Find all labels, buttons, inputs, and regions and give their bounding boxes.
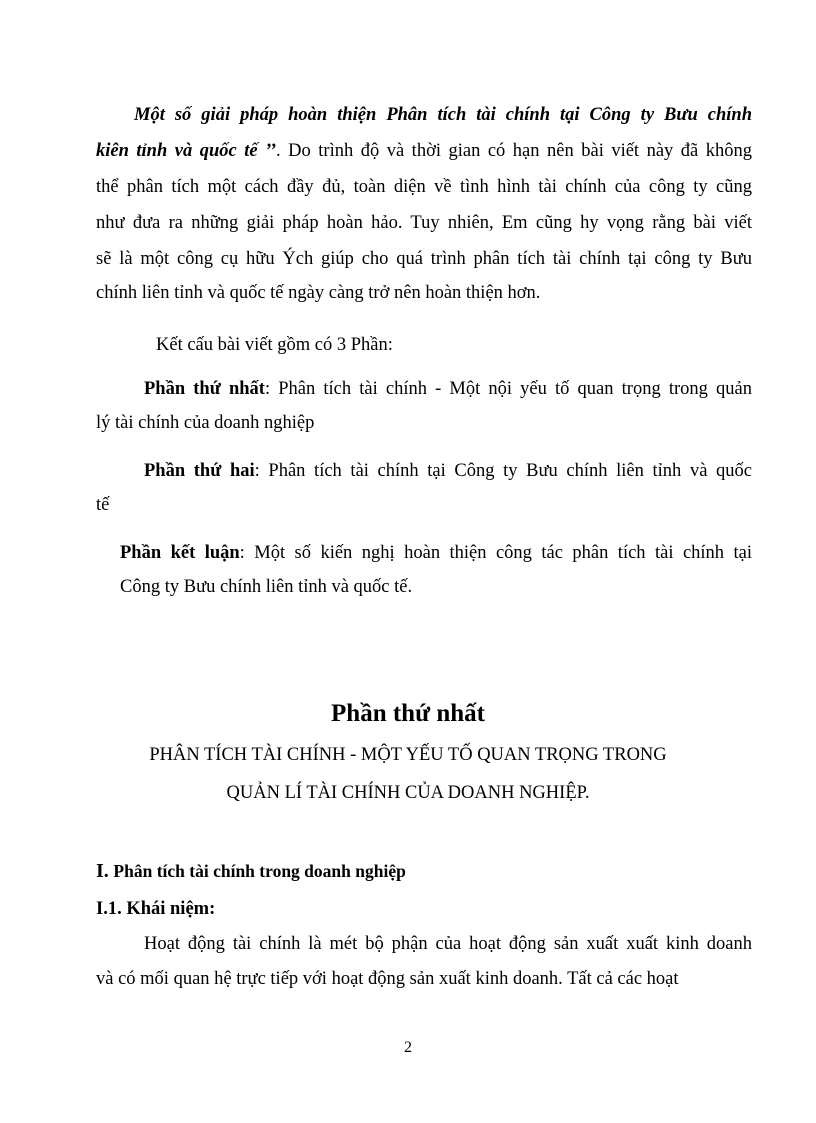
- part1-line-2: lý tài chính của doanh nghiệp: [96, 413, 315, 433]
- chapter-title: Phần thứ nhất: [331, 700, 485, 727]
- body-line-2: và có mối quan hệ trực tiếp với hoạt động sản xuất kinh doanh. Tất cả các hoạt: [96, 969, 679, 989]
- intro-line-4: như đưa ra những giải pháp hoàn hảo. Tuy nhiên, Em cũng hy vọng rằng bài viết: [96, 213, 752, 233]
- intro-title-part2: kiên tỉnh và quốc tế ’’: [96, 141, 277, 161]
- chapter-subtitle-line-2: QUẢN LÍ TÀI CHÍNH CỦA DOANH NGHIỆP.: [226, 783, 590, 803]
- intro-line-6: chính liên tỉnh và quốc tế ngày càng trở nên hoàn thiện hơn.: [96, 283, 541, 303]
- part3-line-2: Công ty Bưu chính liên tỉnh và quốc tế.: [120, 577, 413, 597]
- intro-line-1: [134, 97, 752, 133]
- intro-title-part1: Một số giải pháp hoàn thiện Phân tích tài chính tại Công ty Bưu chính: [134, 105, 752, 125]
- intro-line-5: sẽ là một công cụ hữu Ých giúp cho quá trình phân tích tài chính tại công ty Bưu: [96, 249, 752, 269]
- part2-text: : Phân tích tài chính tại Công ty Bưu chính liên tỉnh và quốc: [254, 461, 753, 481]
- part1-line-1: [144, 371, 752, 407]
- part3-line-1: [120, 535, 752, 571]
- part3-label: Phần kết luận: [120, 543, 240, 563]
- intro-line-2-text: . Do trình độ và thời gian có hạn nên bài viết này đã không: [276, 141, 753, 161]
- part2-line-1: [144, 453, 752, 489]
- part1-text: : Phân tích tài chính - Một nội yếu tố quan trọng trong quản: [264, 379, 752, 399]
- part3-text: : Một số kiến nghị hoàn thiện công tác phân tích tài chính tại: [239, 543, 752, 563]
- part1-label: Phần thứ nhất: [144, 379, 265, 399]
- intro-line-2: [96, 133, 752, 169]
- body-line-1: Hoạt động tài chính là mét bộ phận của hoạt động sản xuất xuất kinh doanh: [144, 934, 752, 954]
- page-number: 2: [404, 1039, 412, 1056]
- intro-line-3: thể phân tích một cách đầy đủ, toàn diện về tình hình tài chính của công ty cũng: [96, 177, 752, 197]
- structure-intro: Kết cấu bài viết gồm có 3 Phần:: [156, 335, 393, 355]
- section-1-number: I.: [96, 860, 109, 882]
- part2-line-2: tế: [96, 495, 110, 515]
- chapter-subtitle-line-1: PHÂN TÍCH TÀI CHÍNH - MỘT YẾU TỐ QUAN TRỌNG TRONG: [149, 745, 667, 765]
- section-1-heading: [96, 860, 406, 883]
- part2-label: Phần thứ hai: [144, 461, 255, 481]
- section-1-1-heading: I.1. Khái niệm:: [96, 899, 216, 919]
- section-1-title: Phân tích tài chính trong doanh nghiệp: [113, 861, 406, 881]
